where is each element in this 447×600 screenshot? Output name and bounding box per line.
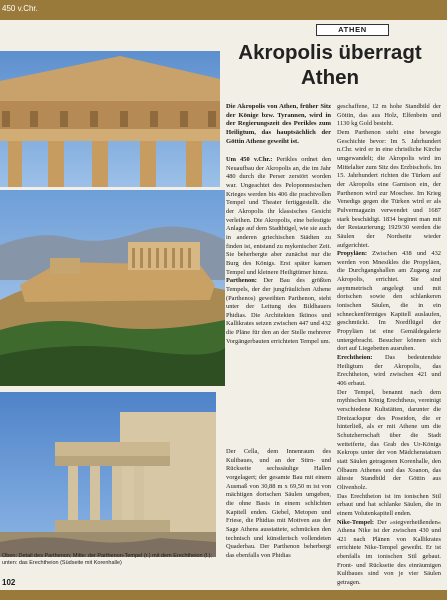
- paragraph-standbild: geschaffene, 12 m hohe Standbild der Göttin, das aus Holz, Elfenbein und 1130 kg Gold besteht.: [337, 103, 441, 128]
- paragraph-nike: [337, 519, 441, 588]
- paragraph-ionisch: Das Erechtheion ist im ionischen Stil erbaut und hat schlanke Säulen, die in einem Volutenkapitell enden.: [337, 492, 441, 517]
- text-column-1: [226, 156, 331, 346]
- text-column-1-lower: [226, 448, 331, 561]
- erechtheion-heading: Erechtheion:: [337, 354, 373, 362]
- parthenon-text: Der Bau des größten Tempels, der der jungfräulichen Athene (Parthenos) geweihten Parthenon, steht unter der Leitung des Bildhauers Phidias. Die Architekten Iktinos und Kallikrates setzen zwischen 447 und 432 die Pläne für den an der Stelle mehrerer Vorgängerbauten errichteten Tempel um.: [226, 277, 331, 345]
- section-label: ATHEN: [316, 24, 389, 36]
- top-bar: [0, 0, 447, 20]
- text-column-2: [337, 103, 441, 588]
- paragraph-cella: Der Cella, dem Innenraum des Kultbaues, und an der Stirn- und Rückseite sechssäulige Hallen vorgelagert; der gesamte Bau mit einem Ausmaß von 30,88 m x 69,50 m ist von mächtigen dorischen Säulen umgeben, die ohne Basis in einem schlichten Kapitell enden. Giebel, Metopen und Friese, die Phidias mit Motiven aus der Sage Athens ausstattete, schmücken den technisch und künstlerisch vollendeten Quaderbau. Der Parthenon beherbergt das ebenfalls von Phidias: [226, 448, 331, 559]
- paragraph-um-450: [226, 156, 331, 277]
- photo-parthenon-erechtheion: [0, 190, 225, 386]
- nike-text: Der »siegverheißenden« Athena Nike ist der zwischen 430 und 421 nach Plänen von Kallikrates errichtete Nike-Tempel geweiht. Er ist ebenfalls im ionischen Stil gebaut. Front- und Rückseite des einräumigen Kultbaues sind von je vier Säulen getragen.: [337, 518, 441, 587]
- intro-paragraph: Die Akropolis von Athen, früher Sitz der Könige bzw. Tyrannen, wird in der Regierungszeit des Perikles zum Heiligtum, das hauptsächlich der Göttin Athene geweiht ist.: [226, 103, 331, 145]
- photo-caption: Oben: Detail des Parthenon; Mitte: der Parthenon-Tempel (r.) mit dem Erechtheion (l.); unten: das Erechtheion (Südseite mit Korenhalle): [2, 553, 213, 566]
- photo-parthenon-detail: [0, 51, 220, 187]
- page-title-line1: Akropolis überragt: [238, 41, 422, 64]
- page-title-line2: Athen: [300, 66, 360, 89]
- photo-erechtheion-korenhalle: [0, 392, 216, 557]
- paragraph-tempel: Der Tempel, benannt nach dem mythischen König Erechtheus, vereinigt verschiedene Kultstätten, darunter die Dreizackspur des Poseidon, die er hinterließ, als er mit Athene um die Schutzherrschaft über die Stadt wetteiferte, das Grab des Ur-Königs Kekrops unter der von Mädchenstatuen statt Säulen getragenen Korenhalle, den Ölbaum Athenes und das Xoanon, das älteste Standbild der Göttin aus Olivenholz.: [337, 388, 441, 491]
- paragraph-parthenon: [226, 277, 331, 346]
- propylaeen-heading: Propyläen:: [337, 250, 368, 258]
- nike-heading: Nike-Tempel:: [337, 518, 375, 526]
- paragraph-geschichte: Dem Parthenon steht eine bewegte Geschichte bevor: Im 5. Jahrhundert n.Chr. wird er in eine christliche Kirche umgewandelt; die Akropolis wird im Mittelalter zum Sitz des Erzbischofs. Im 15. Jahrhundert richten die Türken auf der Akropolis eine Garnison ein, der Parthenon wird zur Moschee. Im Krieg Venedigs gegen die Türken wird er als Pulvermagazin verwendet und 1687 stark beschädigt. 1834 beginnt man mit der Restaurierung; 1929/30 werden die Säulen der Nordseite wieder aufgerichtet.: [337, 128, 441, 249]
- bottom-bar: [0, 590, 447, 600]
- paragraph-erechtheion: [337, 354, 441, 389]
- page-title: [232, 40, 428, 90]
- parthenon-heading: Parthenon:: [226, 277, 257, 285]
- header-page-ref: 450 v.Chr.: [2, 4, 38, 13]
- propylaeen-text: Zwischen 438 und 432 werden von Mnesikles die Propyläen, die Durchgangshallen am Zugang zur Akropolis, errichtet. Sie sind asymmetrisch angelegt und mit dorischen sowie den schlankeren ionischen Säulen, die in ein schneckenförmiges Kapitell auslaufen, geschmückt. Im Nordflügel der Propyläen ist eine Gemäldegalerie untergebracht. Besucher können sich dort auf Liegebetten ausruhen.: [337, 250, 441, 353]
- erechtheion-text: Das bedeutendste Heiligtum der Akropolis, das Erechtheion, wird zwischen 421 und 406 erbaut.: [337, 354, 441, 387]
- paragraph-um-450-lead: Um 450 v.Chr.:: [226, 156, 273, 163]
- paragraph-um-450-text: Perikles ordnet den Neuaufbau der Akropolis an, die im Jahr 480 durch die Perser zerstört worden war. Ungeachtet des Peloponnesischen Krieges werden bis 406 die prachtvollen Tempel und Theater fertiggestellt. die der Akropolis ihr klassisches Gesicht verleihen. Die Akropolis, eine befestigte Anlage auf dem Stadthügel, wie sie auch in anderen griechischen Städten zu finden ist, entstand zu mykenischer Zeit. Sie beherbergte aber zunächst nur die Burg des Königs. Erst später kamen Tempel und kleinere Heiligtümer hinzu.: [226, 156, 331, 276]
- paragraph-propylaeen: [337, 250, 441, 354]
- page-number: 102: [2, 578, 16, 587]
